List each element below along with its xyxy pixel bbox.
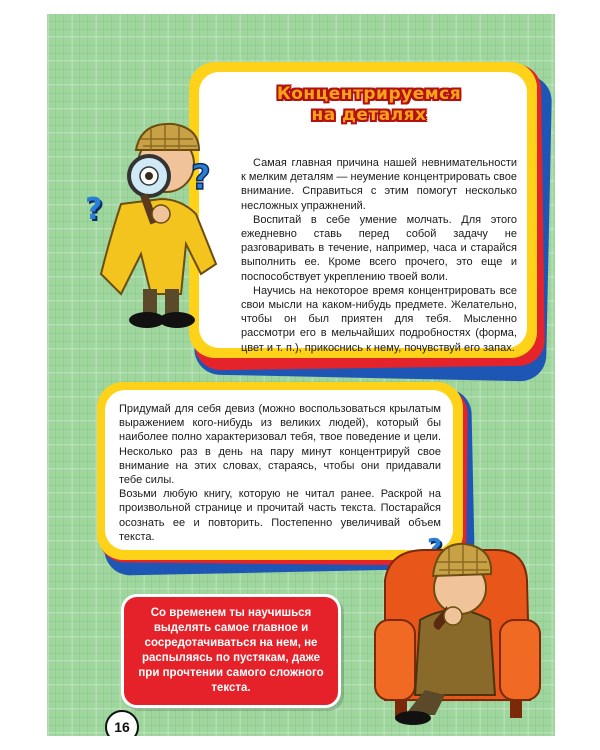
detective-armchair-illustration — [365, 510, 545, 730]
paragraph: Возьми любую книгу, которую не читал ранее. Раскрой на произвольной странице и прочитай часть текста. Постарайся осознать ее и повторить. Постепенно увеличивай объем текста. — [119, 488, 441, 543]
paragraph: Научись на некоторое время концентрировать все свои мысли на каком-нибудь предмете. Желательно, чтобы он был приятен для тебя. Мысленно рассмотри его в мельчайших подробностях (форма, цвет и т. п.), прикоснись к нему, почувствуй его запах. — [241, 284, 517, 354]
question-mark-icon: ? — [85, 192, 103, 227]
book-page — [47, 14, 555, 736]
section-1-text — [241, 156, 517, 355]
question-mark-icon: ? — [191, 158, 211, 198]
highlight-callout — [121, 594, 341, 708]
title-line-2: на деталях — [311, 105, 427, 125]
detective-magnifier-illustration — [81, 84, 231, 334]
callout-text: Со временем ты научишься выделять самое главное и сосредотачиваться на нем, не распыляясь по пустякам, даже при прочтении самого сложного текста. — [138, 607, 324, 694]
page-title — [239, 84, 499, 126]
paragraph: Придумай для себя девиз (можно воспользоваться крылатым выражением кого-нибудь из великих людей), который бы наиболее полно характеризовал тебя, твое поведение и цели. Несколько раз в день на пару минут концентрируй свое внимание на этих словах, стараясь, чтобы они придавали тебе силы. — [119, 403, 441, 487]
page-number: 16 — [105, 710, 139, 736]
paragraph: Воспитай в себе умение молчать. Для этого ежедневно ставь перед собой задачу не разговаривать в течение, например, часа и старайся выполнить ее. Кроме всего прочего, это еще и поспособствует укреплению твоей воли. — [241, 213, 517, 283]
paragraph: Самая главная причина нашей невнимательности к мелким деталям — неумение концентрировать свое внимание. Справиться с этим помогут несколько несложных упражнений. — [241, 157, 517, 212]
title-line-1: Концентрируемся — [276, 84, 462, 104]
